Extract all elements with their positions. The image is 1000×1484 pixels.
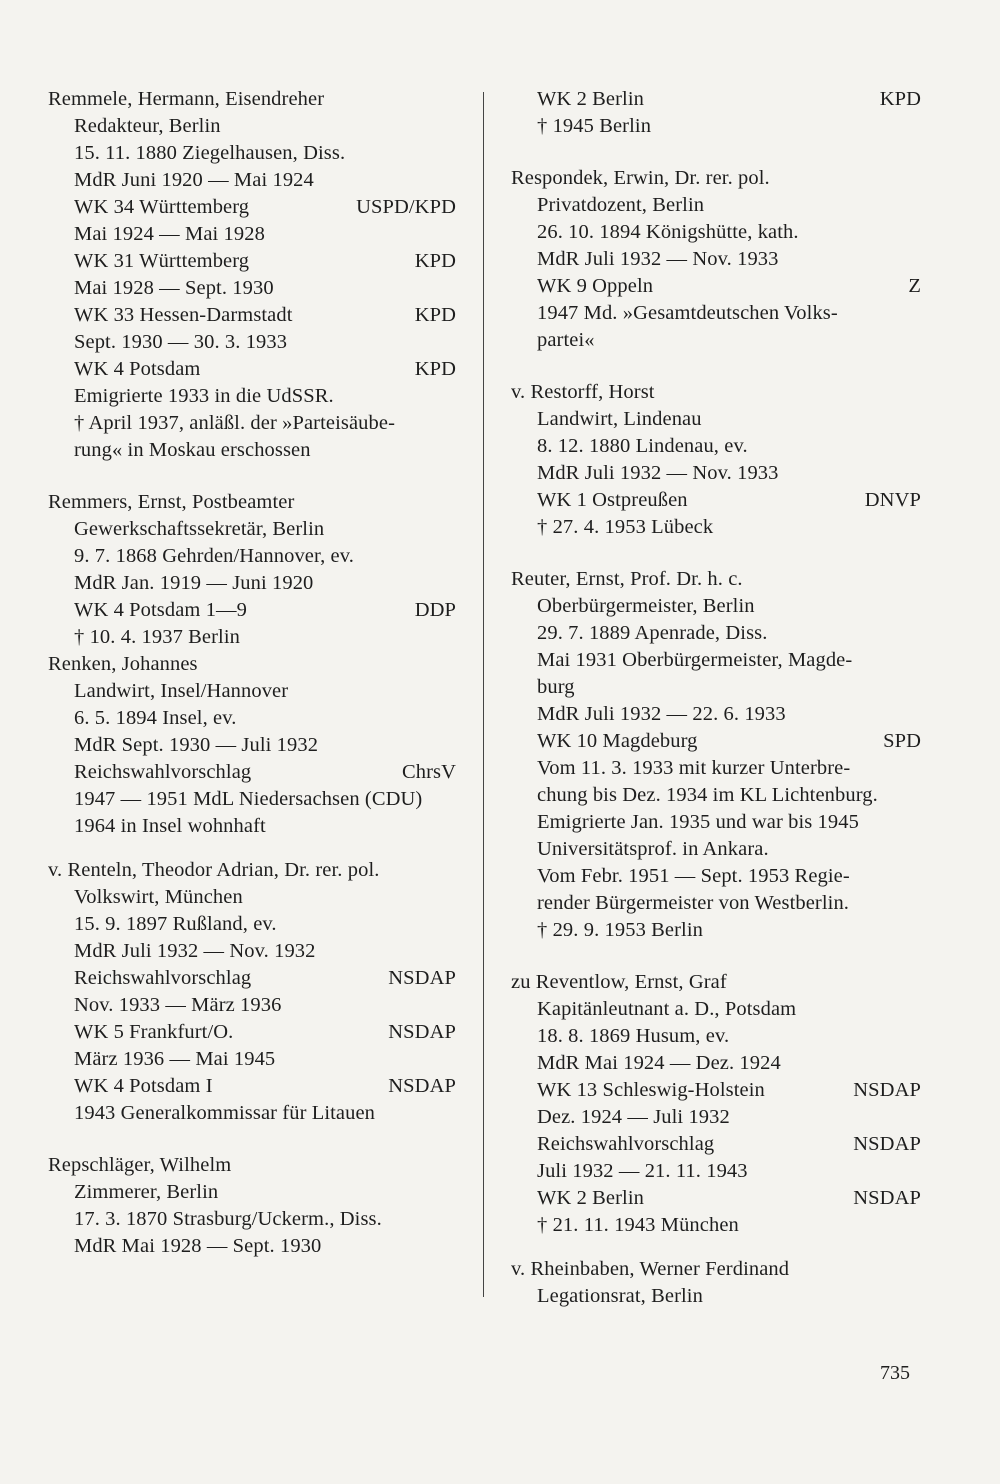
entry-line xyxy=(511,1212,921,1239)
entry-line xyxy=(511,1185,921,1212)
entry-line xyxy=(48,516,456,543)
line-text: WK 5 Frankfurt/O. xyxy=(74,1021,234,1043)
right-column xyxy=(511,86,921,1310)
entry-line xyxy=(48,356,456,383)
line-text: Emigrierte 1933 in die UdSSR. xyxy=(74,385,334,407)
column-divider xyxy=(483,92,484,1297)
entry-line xyxy=(48,1206,456,1233)
line-text: v. Restorff, Horst xyxy=(511,381,655,403)
line-text: WK 33 Hessen-Darmstadt xyxy=(74,304,293,326)
entry-line xyxy=(511,327,921,354)
party-label: ChrsV xyxy=(401,761,456,783)
line-text: Reichswahlvorschlag xyxy=(74,967,252,989)
line-text: † April 1937, anläßl. der »Parteisäube- xyxy=(74,412,395,434)
line-text: WK 34 Württemberg xyxy=(74,196,250,218)
line-text: Mai 1928 — Sept. 1930 xyxy=(74,277,274,299)
entry-name xyxy=(48,857,456,884)
entry-line xyxy=(511,917,921,944)
line-text: Sept. 1930 — 30. 3. 1933 xyxy=(74,331,288,353)
entry-line xyxy=(48,1233,456,1260)
line-text: WK 4 Potsdam xyxy=(74,358,201,380)
party-label: USPD/KPD xyxy=(356,196,456,218)
line-text: WK 9 Oppeln xyxy=(537,275,654,297)
line-text: Remmers, Ernst, Postbeamter xyxy=(48,491,295,513)
party-label: NSDAP xyxy=(853,1187,921,1209)
entry-line xyxy=(511,460,921,487)
entry-line xyxy=(511,300,921,327)
entry-line xyxy=(48,938,456,965)
line-text: MdR Mai 1928 — Sept. 1930 xyxy=(74,1235,322,1257)
biography-entry xyxy=(511,566,921,944)
page-number: 735 xyxy=(880,1362,910,1384)
entry-line xyxy=(48,911,456,938)
entry-name xyxy=(48,1152,456,1179)
line-text: partei« xyxy=(537,329,595,351)
entry-name xyxy=(48,489,456,516)
line-text: Respondek, Erwin, Dr. rer. pol. xyxy=(511,167,770,189)
line-text: Redakteur, Berlin xyxy=(74,115,221,137)
line-text: † 21. 11. 1943 München xyxy=(537,1214,739,1236)
line-text: MdR Sept. 1930 — Juli 1932 xyxy=(74,734,319,756)
entry-line xyxy=(48,1073,456,1100)
party-label: Z xyxy=(908,275,921,297)
entry-line xyxy=(48,113,456,140)
entry-line xyxy=(48,813,456,840)
entry-name xyxy=(511,566,921,593)
biography-entry xyxy=(48,1152,456,1260)
line-text: rung« in Moskau erschossen xyxy=(74,439,311,461)
entry-line xyxy=(511,433,921,460)
line-text: WK 31 Württemberg xyxy=(74,250,250,272)
line-text: Reuter, Ernst, Prof. Dr. h. c. xyxy=(511,568,743,590)
line-text: Universitätsprof. in Ankara. xyxy=(537,838,769,860)
entry-line xyxy=(511,728,921,755)
entry-line xyxy=(511,863,921,890)
party-label: DDP xyxy=(414,599,456,621)
line-text: MdR Mai 1924 — Dez. 1924 xyxy=(537,1052,781,1074)
line-text: MdR Juli 1932 — Nov. 1932 xyxy=(74,940,316,962)
party-label: DNVP xyxy=(864,489,921,511)
biography-entry xyxy=(48,86,456,464)
entry-line xyxy=(511,836,921,863)
line-text: 29. 7. 1889 Apenrade, Diss. xyxy=(537,622,768,644)
biography-entry xyxy=(48,857,456,1127)
entry-line xyxy=(511,1050,921,1077)
entry-line xyxy=(511,514,921,541)
line-text: Mai 1924 — Mai 1928 xyxy=(74,223,265,245)
line-text: 26. 10. 1894 Königshütte, kath. xyxy=(537,221,799,243)
line-text: render Bürgermeister von Westberlin. xyxy=(537,892,850,914)
line-text: Dez. 1924 — Juli 1932 xyxy=(537,1106,730,1128)
entry-line xyxy=(48,248,456,275)
line-text: Nov. 1933 — März 1936 xyxy=(74,994,282,1016)
entry-line xyxy=(511,1283,921,1310)
entry-line xyxy=(511,1131,921,1158)
entry-line xyxy=(511,755,921,782)
entry-line xyxy=(48,786,456,813)
entry-line xyxy=(511,674,921,701)
entry-line xyxy=(48,732,456,759)
line-text: † 27. 4. 1953 Lübeck xyxy=(537,516,714,538)
entry-line xyxy=(511,219,921,246)
entry-line xyxy=(48,570,456,597)
entry-line xyxy=(48,759,456,786)
party-label: NSDAP xyxy=(853,1079,921,1101)
entry-line xyxy=(48,884,456,911)
entry-line xyxy=(48,410,456,437)
entry-line xyxy=(511,1077,921,1104)
entry-line xyxy=(48,221,456,248)
entry-line xyxy=(48,624,456,651)
entry-line xyxy=(511,86,921,113)
biography-entry xyxy=(48,489,456,651)
biography-entry xyxy=(48,651,456,840)
entry-line xyxy=(511,701,921,728)
line-text: Oberbürgermeister, Berlin xyxy=(537,595,755,617)
entry-line xyxy=(511,620,921,647)
entry-name xyxy=(511,969,921,996)
entry-line xyxy=(48,437,456,464)
line-text: † 10. 4. 1937 Berlin xyxy=(74,626,240,648)
entry-line xyxy=(511,593,921,620)
line-text: MdR Juli 1932 — 22. 6. 1933 xyxy=(537,703,786,725)
line-text: 8. 12. 1880 Lindenau, ev. xyxy=(537,435,748,457)
entry-line xyxy=(511,273,921,300)
entry-line xyxy=(511,192,921,219)
line-text: v. Rheinbaben, Werner Ferdinand xyxy=(511,1258,790,1280)
line-text: Emigrierte Jan. 1935 und war bis 1945 xyxy=(537,811,859,833)
party-label: SPD xyxy=(883,730,921,752)
line-text: Zimmerer, Berlin xyxy=(74,1181,219,1203)
biography-entry xyxy=(511,379,921,541)
entry-line xyxy=(511,782,921,809)
line-text: chung bis Dez. 1934 im KL Lichtenburg. xyxy=(537,784,878,806)
entry-line xyxy=(511,809,921,836)
entry-line xyxy=(511,647,921,674)
entry-line xyxy=(48,1019,456,1046)
entry-name xyxy=(48,86,456,113)
entry-line xyxy=(511,406,921,433)
line-text: zu Reventlow, Ernst, Graf xyxy=(511,971,727,993)
line-text: v. Renteln, Theodor Adrian, Dr. rer. pol. xyxy=(48,859,380,881)
line-text: 6. 5. 1894 Insel, ev. xyxy=(74,707,237,729)
entry-line xyxy=(48,383,456,410)
entry-line xyxy=(511,487,921,514)
line-text: WK 2 Berlin xyxy=(537,1187,644,1209)
line-text: WK 2 Berlin xyxy=(537,88,644,110)
entry-name xyxy=(48,651,456,678)
line-text: WK 13 Schleswig-Holstein xyxy=(537,1079,765,1101)
line-text: 1947 — 1951 MdL Niedersachsen (CDU) xyxy=(74,788,423,810)
line-text: 18. 8. 1869 Husum, ev. xyxy=(537,1025,730,1047)
entry-name xyxy=(511,165,921,192)
line-text: Gewerkschaftssekretär, Berlin xyxy=(74,518,325,540)
entry-line xyxy=(48,140,456,167)
party-label: NSDAP xyxy=(388,1075,456,1097)
line-text: MdR Juli 1932 — Nov. 1933 xyxy=(537,462,779,484)
line-text: Remmele, Hermann, Eisendreher xyxy=(48,88,325,110)
line-text: Landwirt, Lindenau xyxy=(537,408,702,430)
line-text: Juli 1932 — 21. 11. 1943 xyxy=(537,1160,748,1182)
entry-line xyxy=(48,705,456,732)
line-text: MdR Juli 1932 — Nov. 1933 xyxy=(537,248,779,270)
biography-entry xyxy=(511,969,921,1239)
line-text: Kapitänleutnant a. D., Potsdam xyxy=(537,998,797,1020)
entry-name xyxy=(511,379,921,406)
entry-line xyxy=(48,1046,456,1073)
entry-line xyxy=(48,678,456,705)
party-label: NSDAP xyxy=(388,1021,456,1043)
line-text: Repschläger, Wilhelm xyxy=(48,1154,232,1176)
line-text: 1943 Generalkommissar für Litauen xyxy=(74,1102,376,1124)
line-text: 15. 9. 1897 Rußland, ev. xyxy=(74,913,277,935)
entry-line xyxy=(48,275,456,302)
entry-line xyxy=(48,597,456,624)
line-text: Reichswahlvorschlag xyxy=(537,1133,715,1155)
line-text: 15. 11. 1880 Ziegelhausen, Diss. xyxy=(74,142,346,164)
biography-entry xyxy=(511,86,921,140)
line-text: WK 1 Ostpreußen xyxy=(537,489,688,511)
biography-entry xyxy=(511,1256,921,1310)
entry-line xyxy=(48,194,456,221)
entry-line xyxy=(511,246,921,273)
entry-line xyxy=(48,329,456,356)
party-label: KPD xyxy=(879,88,921,110)
biography-entry xyxy=(511,165,921,354)
party-label: NSDAP xyxy=(853,1133,921,1155)
entry-line xyxy=(48,1100,456,1127)
line-text: 1964 in Insel wohnhaft xyxy=(74,815,266,837)
line-text: 17. 3. 1870 Strasburg/Uckerm., Diss. xyxy=(74,1208,382,1230)
entry-line xyxy=(511,1158,921,1185)
line-text: Renken, Johannes xyxy=(48,653,198,675)
line-text: 1947 Md. »Gesamtdeutschen Volks- xyxy=(537,302,838,324)
entry-name xyxy=(511,1256,921,1283)
line-text: Vom Febr. 1951 — Sept. 1953 Regie- xyxy=(537,865,850,887)
line-text: Vom 11. 3. 1933 mit kurzer Unterbre- xyxy=(537,757,851,779)
entry-line xyxy=(511,1023,921,1050)
party-label: KPD xyxy=(414,358,456,380)
line-text: MdR Juni 1920 — Mai 1924 xyxy=(74,169,314,191)
line-text: Landwirt, Insel/Hannover xyxy=(74,680,289,702)
line-text: Reichswahlvorschlag xyxy=(74,761,252,783)
entry-line xyxy=(511,113,921,140)
line-text: WK 4 Potsdam I xyxy=(74,1075,213,1097)
entry-line xyxy=(511,1104,921,1131)
line-text: WK 10 Magdeburg xyxy=(537,730,698,752)
line-text: MdR Jan. 1919 — Juni 1920 xyxy=(74,572,314,594)
line-text: März 1936 — Mai 1945 xyxy=(74,1048,276,1070)
entry-line xyxy=(511,996,921,1023)
party-label: NSDAP xyxy=(388,967,456,989)
line-text: Privatdozent, Berlin xyxy=(537,194,705,216)
entry-line xyxy=(48,302,456,329)
left-column xyxy=(48,86,456,1260)
entry-line xyxy=(511,890,921,917)
line-text: burg xyxy=(537,676,575,698)
entry-line xyxy=(48,167,456,194)
entry-line xyxy=(48,965,456,992)
entry-line xyxy=(48,992,456,1019)
line-text: † 29. 9. 1953 Berlin xyxy=(537,919,703,941)
line-text: 9. 7. 1868 Gehrden/Hannover, ev. xyxy=(74,545,354,567)
line-text: Legationsrat, Berlin xyxy=(537,1285,703,1307)
line-text: WK 4 Potsdam 1—9 xyxy=(74,599,247,621)
party-label: KPD xyxy=(414,304,456,326)
line-text: Mai 1931 Oberbürgermeister, Magde- xyxy=(537,649,853,671)
entry-line xyxy=(48,1179,456,1206)
entry-line xyxy=(48,543,456,570)
party-label: KPD xyxy=(414,250,456,272)
line-text: † 1945 Berlin xyxy=(537,115,652,137)
line-text: Volkswirt, München xyxy=(74,886,243,908)
